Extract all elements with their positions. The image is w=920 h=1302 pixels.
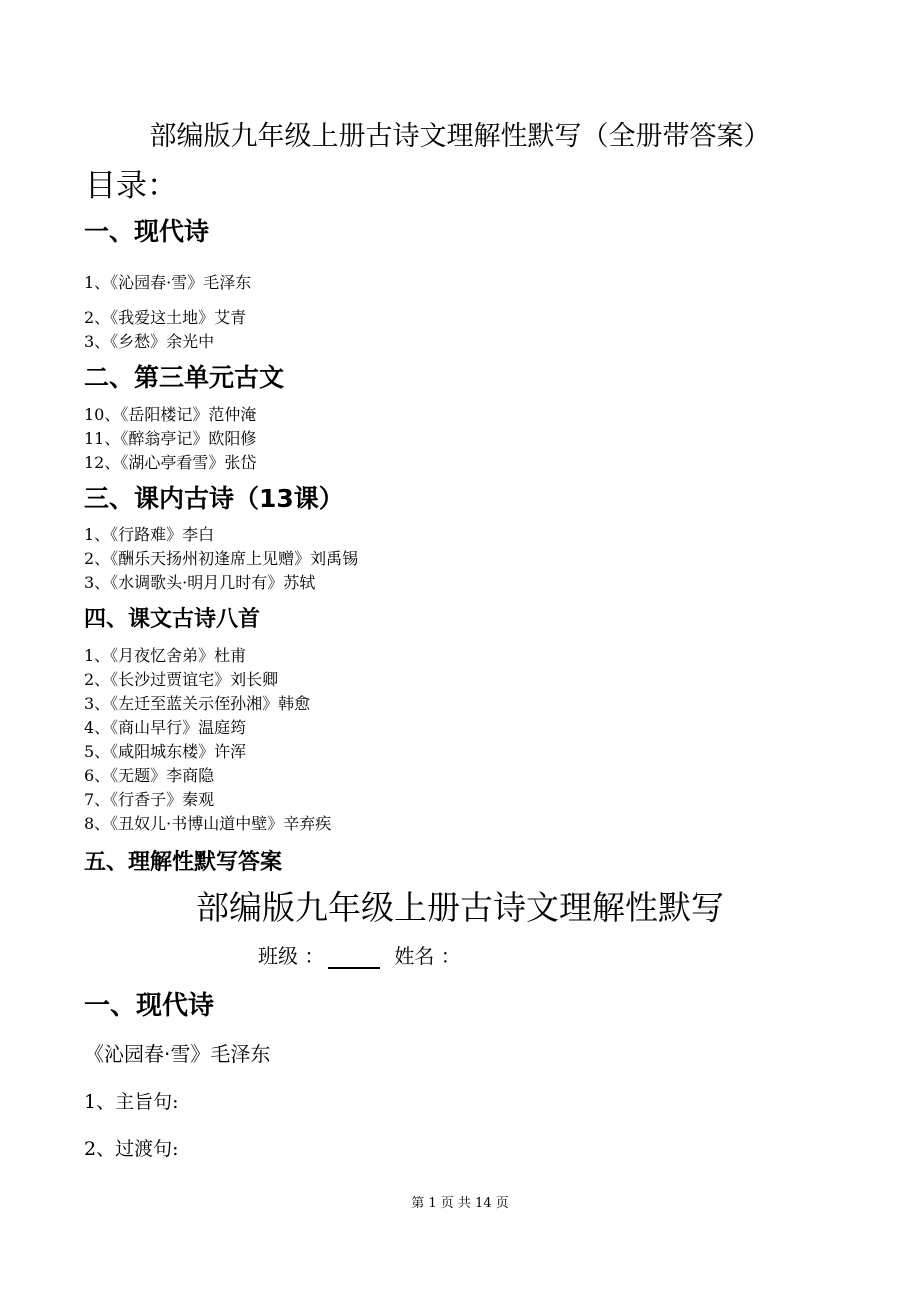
toc-item: 2、《酬乐天扬州初逢席上见赠》刘禹锡 [84,549,359,568]
class-name-line [258,940,461,969]
name-label: 姓名 ： [394,944,461,968]
toc-section-heading: 五、理解性默写答案 [84,850,283,875]
class-blank [328,945,380,969]
toc-section-heading: 一、现代诗 [84,217,210,246]
toc-section-heading: 四、课文古诗八首 [84,607,261,632]
class-label: 班级 ： [258,944,325,968]
toc-section-heading: 三、课内古诗（13课） [84,484,344,513]
poem-title: 《沁园春·雪》毛泽东 [84,1042,271,1066]
toc-item: 3、《乡愁》余光中 [84,332,215,351]
page-footer: 第 1 页 共 14 页 [411,1196,509,1211]
toc-section-heading: 二、第三单元古文 [84,363,285,392]
toc-item: 2、《我爱这土地》艾青 [84,308,247,327]
question: 2、过渡句: [84,1138,179,1160]
question: 1、主旨句: [84,1091,179,1113]
toc-item: 8、《丑奴儿·书博山道中壁》辛弃疾 [84,814,332,833]
toc-item: 1、《沁园春·雪》毛泽东 [84,273,252,292]
toc-item: 11、《醉翁亭记》欧阳修 [84,429,257,448]
worksheet-title: 部编版九年级上册古诗文理解性默写 [196,888,724,927]
toc-item: 2、《长沙过贾谊宅》刘长卿 [84,670,279,689]
toc-item: 3、《水调歌头·明月几时有》苏轼 [84,573,316,592]
toc-item: 1、《行路难》李白 [84,525,215,544]
toc-item: 7、《行香子》秦观 [84,790,215,809]
toc-item: 1、《月夜忆舍弟》杜甫 [84,646,247,665]
toc-item: 12、《湖心亭看雪》张岱 [84,453,257,472]
toc-item: 3、《左迁至蓝关示侄孙湘》韩愈 [84,694,311,713]
toc-item: 4、《商山早行》温庭筠 [84,718,247,737]
document-title: 部编版九年级上册古诗文理解性默写（全册带答案） [149,121,771,152]
toc-item: 5、《咸阳城东楼》许浑 [84,742,247,761]
toc-item: 6、《无题》李商隐 [84,766,215,785]
worksheet-section-heading: 一、现代诗 [84,991,215,1021]
toc-item: 10、《岳阳楼记》范仲淹 [84,405,257,424]
toc-heading: 目录： [85,168,178,204]
